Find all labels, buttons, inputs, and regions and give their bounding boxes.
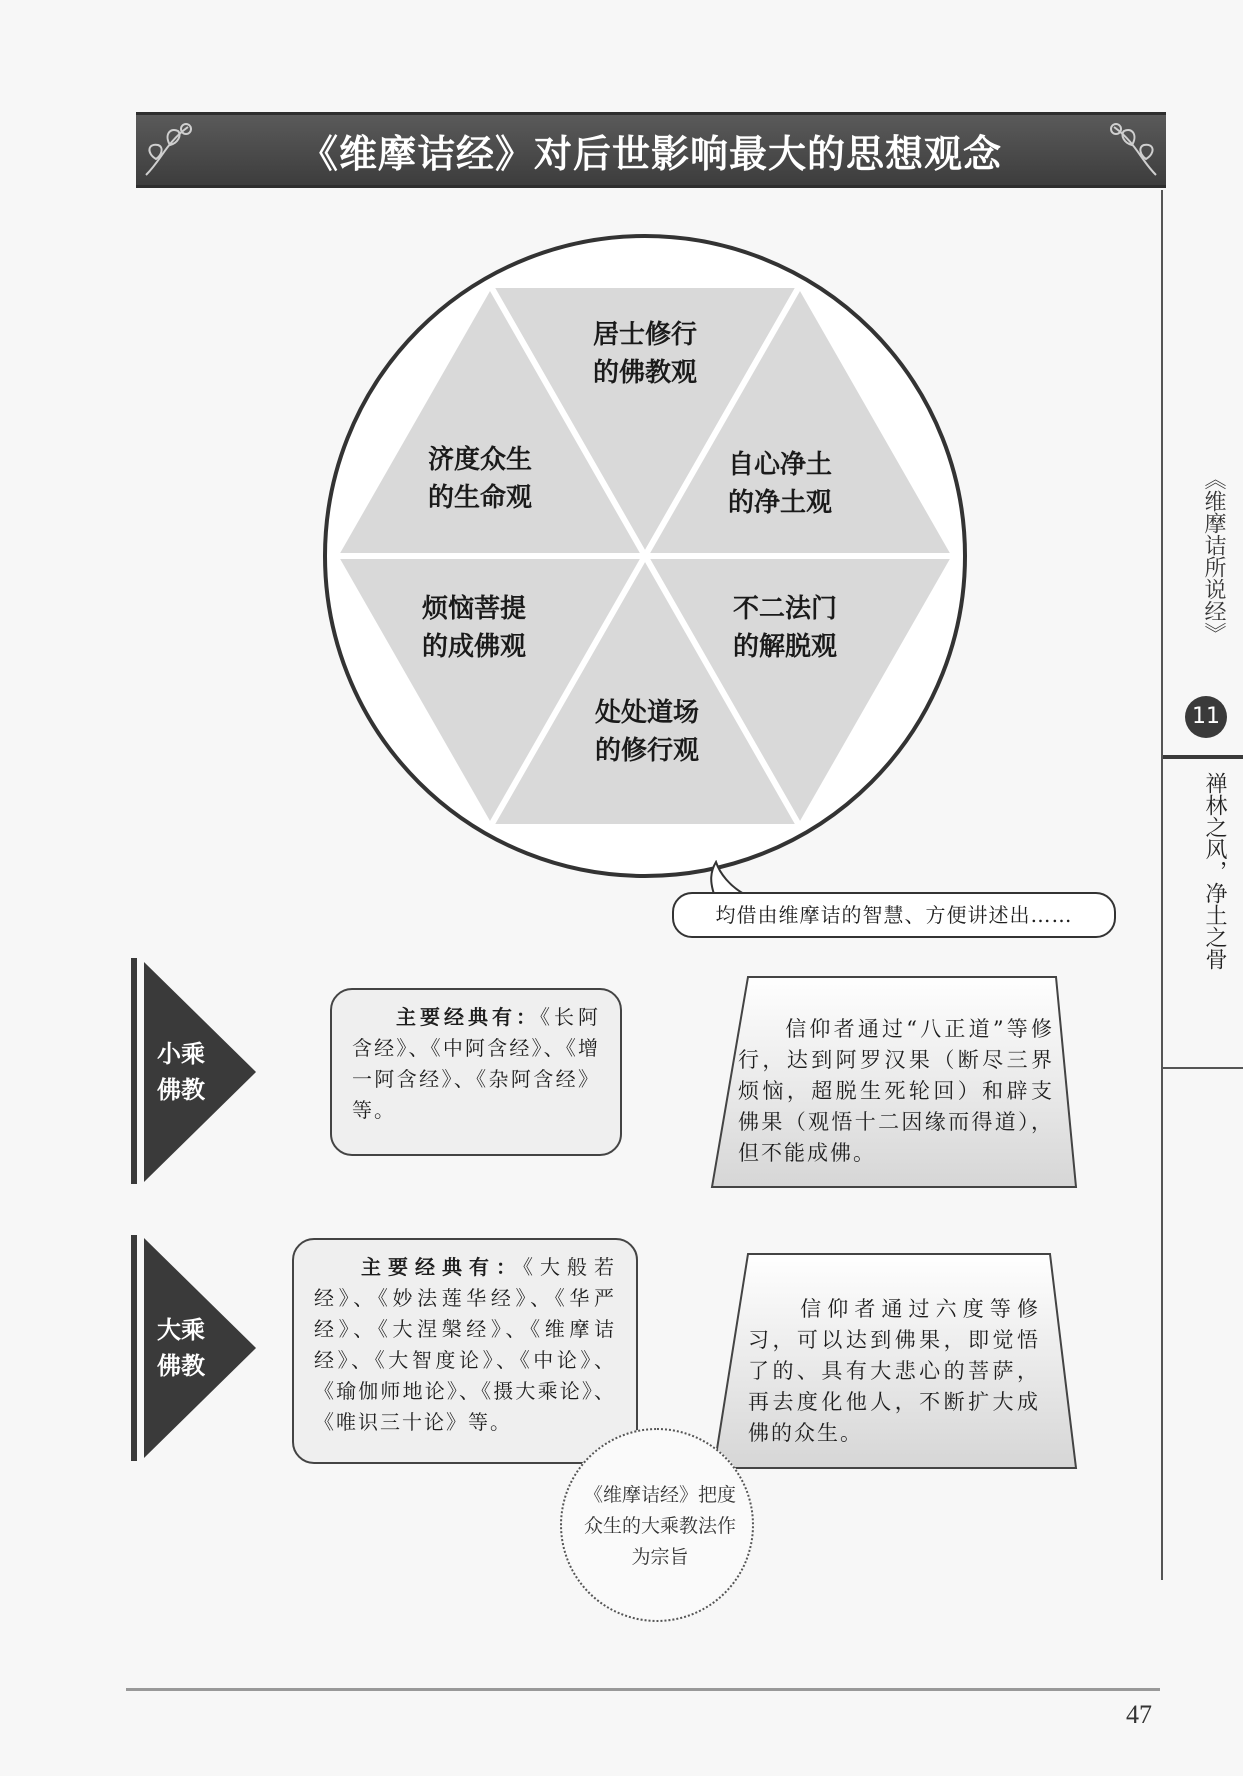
six-views-diagram	[300, 228, 1000, 928]
mahayana-scriptures	[292, 1238, 638, 1464]
page-title: 《维摩诘经》对后世影响最大的思想观念	[299, 132, 1002, 176]
title-banner	[136, 112, 1166, 188]
chapter-badge: 11	[1185, 696, 1227, 738]
segment-label: 自心净土	[727, 450, 833, 480]
mahayana-label	[146, 1312, 216, 1384]
segment-label: 济度众生	[427, 445, 533, 475]
floral-ornament-right-icon	[1104, 119, 1160, 179]
hinayana-scriptures	[330, 988, 622, 1156]
mahayana-note	[560, 1428, 754, 1622]
segment-label: 烦恼菩提	[421, 594, 527, 624]
segment-label: 的成佛观	[421, 632, 527, 662]
mahayana-description	[748, 1294, 1040, 1449]
section-title: 禅林之风，净土之骨	[1202, 772, 1227, 970]
scripture-heading: 主要经典有：	[394, 1005, 540, 1029]
arrow-bar	[131, 1235, 137, 1461]
scripture-list: 《长阿含经》、《中阿含经》、《增一阿含经》、《杂阿含经》等。	[352, 1005, 600, 1122]
description-text: 信仰者通过“八正道”等修行，达到阿罗汉果（断尽三界烦恼，超脱生死轮回）和辟支佛果（观悟十二因缘而得道），但不能成佛。	[738, 1017, 1054, 1165]
page-number: 47	[1126, 1700, 1152, 1729]
segment-label: 的解脱观	[732, 632, 838, 662]
hinayana-description	[738, 1014, 1054, 1169]
segment-label: 的生命观	[427, 483, 533, 513]
footer-rule	[126, 1688, 1160, 1691]
note-text: 《维摩诘经》把度众生的大乘教法作为宗旨	[583, 1484, 736, 1568]
hinayana-label	[146, 1036, 216, 1108]
label-line: 大乘	[157, 1316, 205, 1344]
scripture-list: 《大般若经》、《妙法莲华经》、《华严经》、《大涅槃经》、《维摩诘经》、《大智度论》、《中论》、《瑜伽师地论》、《摄大乘论》、《唯识三十论》等。	[314, 1255, 616, 1434]
segment-label: 的修行观	[594, 736, 700, 766]
label-line: 佛教	[157, 1352, 205, 1380]
sidebar-rule	[1163, 755, 1243, 759]
speech-bubble: 均借由维摩诘的智慧、方便讲述出……	[672, 892, 1116, 938]
segment-label: 居士修行	[592, 320, 698, 350]
book-title: 《维摩诘所说经》	[1201, 468, 1226, 644]
description-text: 信仰者通过六度等修习，可以达到佛果，即觉悟了的、具有大悲心的菩萨，再去度化他人，不断扩大成佛的众生。	[748, 1297, 1040, 1445]
segment-label: 不二法门	[732, 594, 838, 624]
sidebar-divider	[1161, 190, 1163, 1580]
arrow-bar	[131, 958, 137, 1184]
scripture-heading: 主要经典有：	[356, 1255, 523, 1279]
segment-label: 的佛教观	[592, 358, 698, 388]
segment-label: 处处道场	[594, 698, 700, 728]
label-line: 小乘	[157, 1040, 205, 1068]
sidebar-rule	[1163, 1067, 1243, 1069]
segment-label: 的净土观	[727, 488, 833, 518]
label-line: 佛教	[157, 1076, 205, 1104]
